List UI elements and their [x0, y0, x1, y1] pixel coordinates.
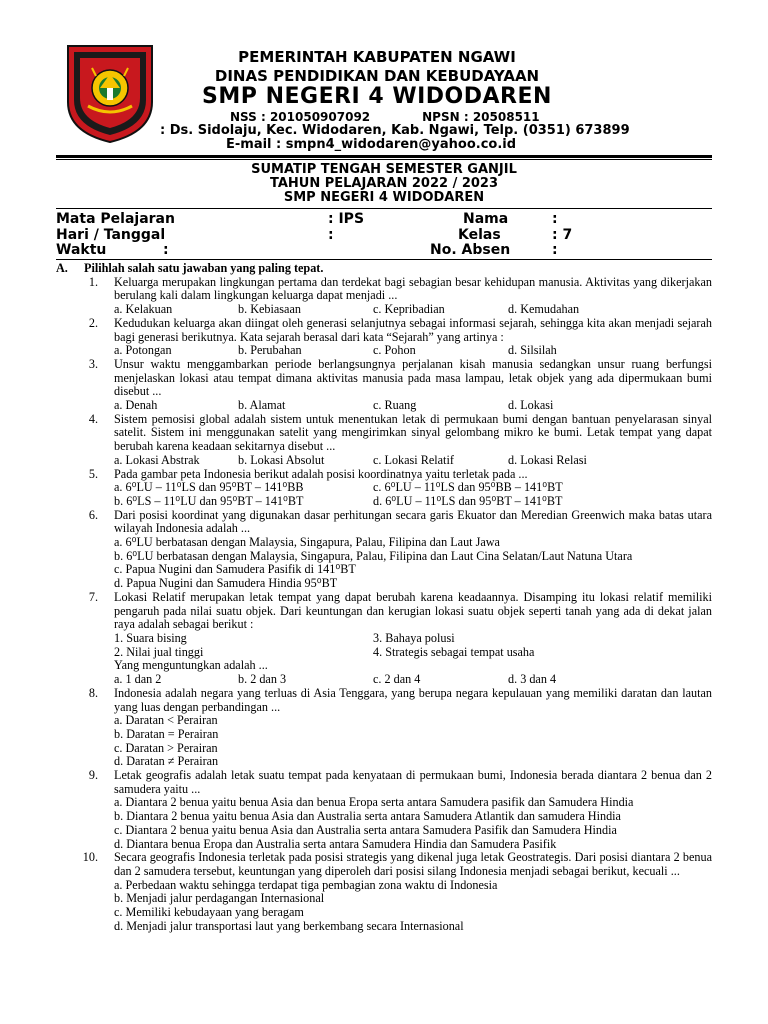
question-number: 8.	[88, 685, 98, 700]
option-a[interactable]: a. Diantara 2 benua yaitu benua Asia dan benua Eropa serta antara Samudera pasifik dan Samudera Hindia	[114, 795, 634, 810]
option-b[interactable]: b. 6⁰LU berbatasan dengan Malaysia, Singapura, Palau, Filipina dan Laut Cina Selatan/Laut Natuna Utara	[114, 548, 633, 563]
nss: NSS : 201050907092	[230, 110, 371, 124]
option-c[interactable]: c. Kepribadian	[373, 302, 445, 317]
option-b[interactable]: b. Menjadi jalur perdagangan Internasional	[114, 891, 325, 906]
question-4	[56, 413, 712, 468]
school-address: : Ds. Sidolaju, Kec. Widodaren, Kab. Ngawi, Telp. (0351) 673899	[160, 123, 630, 138]
option-d[interactable]: d. Papua Nugini dan Samudera Hindia 95⁰BT	[114, 576, 338, 591]
school-ids	[230, 110, 540, 124]
question-text: Pada gambar peta Indonesia berikut adalah posisi koordinatnya yaitu terletak pada ...	[114, 466, 528, 481]
question-number: 9.	[88, 768, 98, 783]
answer-options	[114, 454, 712, 468]
question-text: Lokasi Relatif merupakan letak tempat yang dapat berubah karena keadaannya. Disamping itu lokasi relatif memiliki pengaruh pada nilai suatu objek. Dari keuntungan dan kerugian lokasi suatu objek seperti tanah yang ada di dekat jalan raya adalah sebagai berikut :	[114, 589, 712, 632]
option-d[interactable]: d. Kemudahan	[508, 302, 580, 317]
option-c[interactable]: c. Daratan > Perairan	[114, 740, 218, 755]
question-text: Indonesia adalah negara yang terluas di Asia Tenggara, yang berupa negara kepulauan yang memiliki daratan dan lautan yang luas dengan perbandingan ...	[114, 685, 712, 714]
answer-options	[114, 303, 712, 317]
dept-name: DINAS PENDIDIKAN DAN KEBUDAYAAN	[214, 67, 540, 85]
option-b[interactable]: b. 2 dan 3	[238, 672, 287, 687]
question-number: 3.	[88, 356, 98, 371]
option-c[interactable]: c. Lokasi Relatif	[373, 452, 454, 467]
question-number: 4.	[88, 411, 98, 426]
question-number: 2.	[88, 315, 98, 330]
option-a[interactable]: a. 1 dan 2	[114, 672, 162, 687]
option-d[interactable]: d. Menjadi jalur transportasi laut yang berkembang secara Internasional	[114, 918, 464, 933]
option-a[interactable]: a. Perbedaan waktu sehingga terdapat tiga pembagian zona waktu di Indonesia	[114, 877, 498, 892]
answer-options	[114, 399, 712, 413]
letterhead	[0, 0, 768, 150]
exam-title: SUMATIP TENGAH SEMESTER GANJIL	[251, 162, 517, 177]
option-c[interactable]: c. Diantara 2 benua yaitu benua Asia dan Australia serta antara Samudera Pasifik dan Samudera Hindia	[114, 822, 617, 837]
option-a[interactable]: a. 6⁰LU berbatasan dengan Malaysia, Singapura, Palau, Filipina dan Laut Jawa	[114, 535, 500, 550]
question-text: Secara geografis Indonesia terletak pada posisi strategis yang dikenal juga letak Geostrategis. Dari posisi diantara 2 benua dan 2 samudera tersebut, keuntungan yang diperoleh dari posisi silang Indonesia menjadi sebagai berikut, kecuali ...	[114, 850, 712, 878]
option-c[interactable]: c. Pohon	[373, 343, 416, 358]
option-c[interactable]: c. Memiliki kebudayaan yang beragam	[114, 905, 304, 920]
question-6	[56, 509, 712, 591]
option-a[interactable]: a. Kelakuan	[114, 302, 173, 317]
option-a[interactable]: a. Daratan < Perairan	[114, 713, 218, 728]
section-heading	[56, 262, 712, 276]
option-d[interactable]: d. Diantara benua Eropa dan Australia serta antara Samudera Hindia dan Samudera Pasifik	[114, 836, 557, 851]
option-b[interactable]: b. Lokasi Absolut	[238, 452, 325, 467]
option-a[interactable]: a. Denah	[114, 398, 158, 413]
question-number: 10.	[82, 850, 98, 865]
option-b[interactable]: b. 6⁰LS – 11⁰LU dan 95⁰BT – 141⁰BT	[114, 493, 304, 508]
time-label: Waktu	[56, 242, 107, 258]
option-a[interactable]: a. 6⁰LU – 11⁰LS dan 95⁰BT – 141⁰BB	[114, 480, 304, 495]
statement-list	[114, 632, 712, 646]
option-d[interactable]: d. Silsilah	[508, 343, 557, 358]
question-1	[56, 276, 712, 317]
question-prompt: Yang menguntungkan adalah ...	[114, 658, 268, 673]
question-2	[56, 317, 712, 358]
name-value: :	[552, 211, 558, 227]
absent-number-value: :	[552, 242, 558, 258]
question-number: 6.	[88, 507, 98, 522]
answer-options	[114, 673, 712, 687]
statement-1: 1. Suara bising	[114, 630, 187, 645]
question-5	[56, 468, 712, 509]
question-8	[56, 687, 712, 769]
question-list	[56, 262, 712, 933]
option-b[interactable]: b. Alamat	[238, 398, 286, 413]
statement-4: 4. Strategis sebagai tempat usaha	[373, 644, 535, 659]
question-3	[56, 358, 712, 413]
class-value: : 7	[552, 227, 573, 243]
question-text: Dari posisi koordinat yang digunakan dasar perhitungan secara garis Ekuator dan Meredian Greenwich maka batas utara wilayah Indonesia adalah ...	[114, 507, 712, 536]
answer-options	[114, 344, 712, 358]
question-text: Unsur waktu menggambarkan periode berlangsungnya perjalanan kisah manusia sedangkan unsur ruang berfungsi menjelaskan lokasi atau tempat dimana aktivitas manusia pada masa lampau, letak objek yang ada dipermukaan bumi disebut ...	[114, 356, 712, 399]
question-7	[56, 591, 712, 687]
divider	[56, 259, 712, 260]
time-value: :	[163, 242, 169, 258]
exam-year: TAHUN PELAJARAN 2022 / 2023	[269, 176, 499, 191]
exam-school: SMP NEGERI 4 WIDODAREN	[283, 190, 485, 205]
section-instruction: Pilihlah salah satu jawaban yang paling tepat.	[84, 261, 324, 275]
section-letter: A.	[56, 261, 68, 275]
option-c[interactable]: c. 2 dan 4	[373, 672, 421, 687]
npsn: NPSN : 20508511	[422, 110, 540, 124]
subject-label: Mata Pelajaran	[56, 211, 175, 227]
gov-name: PEMERINTAH KABUPATEN NGAWI	[238, 48, 516, 66]
option-d[interactable]: d. Lokasi Relasi	[508, 452, 587, 467]
question-text: Letak geografis adalah letak suatu tempat pada kenyataan di permukaan bumi, Indonesia berada diantara 2 benua dan 2 samudera yaitu ...	[114, 768, 712, 796]
option-d[interactable]: d. Lokasi	[508, 398, 554, 413]
date-value: :	[328, 227, 334, 243]
question-number: 1.	[88, 274, 98, 289]
divider	[56, 155, 712, 158]
question-text: Kedudukan keluarga akan diingat oleh generasi selanjutnya sebagai informasi sejarah, sehingga kita akan menjadi sejarah bagi generasi berikutnya. Kata sejarah berasal dari kata “Sejarah” yang artinya :	[114, 315, 712, 344]
answer-options	[114, 481, 712, 495]
school-email: E-mail : smpn4_widodaren@yahoo.co.id	[226, 137, 517, 152]
option-b[interactable]: b. Kebiasaan	[238, 302, 301, 317]
question-text: Sistem pemosisi global adalah sistem untuk menentukan letak di permukaan bumi dengan bantuan penyelarasan sinyal satelit. Sistem ini menggunakan satelit yang mengirimkan sinyal gelombang mikro ke bumi. Letak tempat yang dapat berubah karena keadaan sekitarnya disebut ...	[114, 411, 712, 454]
school-name: SMP NEGERI 4 WIDODAREN	[202, 84, 552, 109]
date-label: Hari / Tanggal	[56, 227, 166, 243]
question-number: 5.	[88, 466, 98, 481]
option-d[interactable]: d. Daratan ≠ Perairan	[114, 754, 219, 769]
option-b[interactable]: b. Diantara 2 benua yaitu benua Asia dan Australia serta antara Samudera Atlantik dan samudera Hindia	[114, 809, 621, 824]
question-9	[56, 769, 712, 851]
absent-number-label: No. Absen	[430, 242, 511, 258]
option-c[interactable]: c. Ruang	[373, 398, 417, 413]
answer-options	[114, 495, 712, 509]
option-c[interactable]: c. Papua Nugini dan Samudera Pasifik di 141⁰BT	[114, 562, 356, 577]
divider	[56, 208, 712, 209]
option-b[interactable]: b. Perubahan	[238, 343, 302, 358]
question-number: 7.	[88, 589, 98, 604]
subject-value: : IPS	[328, 211, 365, 227]
option-b[interactable]: b. Daratan = Perairan	[114, 726, 219, 741]
question-text: Keluarga merupakan lingkungan pertama dan terdekat bagi sebagian besar kehidupan manusia. Aktivitas yang dikerjakan berulang kali dalam lingkungan keluarga dapat menjadi ...	[114, 274, 712, 303]
option-a[interactable]: a. Potongan	[114, 343, 172, 358]
option-d[interactable]: d. 6⁰LU – 11⁰LS dan 95⁰BT – 141⁰BT	[373, 493, 563, 508]
question-10	[56, 851, 712, 933]
statement-3: 3. Bahaya polusi	[373, 630, 455, 645]
class-label: Kelas	[458, 227, 501, 243]
option-c[interactable]: c. 6⁰LU – 11⁰LS dan 95⁰BB – 141⁰BT	[373, 480, 563, 495]
name-label: Nama	[463, 211, 509, 227]
statement-2: 2. Nilai jual tinggi	[114, 644, 204, 659]
statement-list	[114, 646, 712, 660]
option-a[interactable]: a. Lokasi Abstrak	[114, 452, 200, 467]
option-d[interactable]: d. 3 dan 4	[508, 672, 557, 687]
divider	[56, 159, 712, 160]
